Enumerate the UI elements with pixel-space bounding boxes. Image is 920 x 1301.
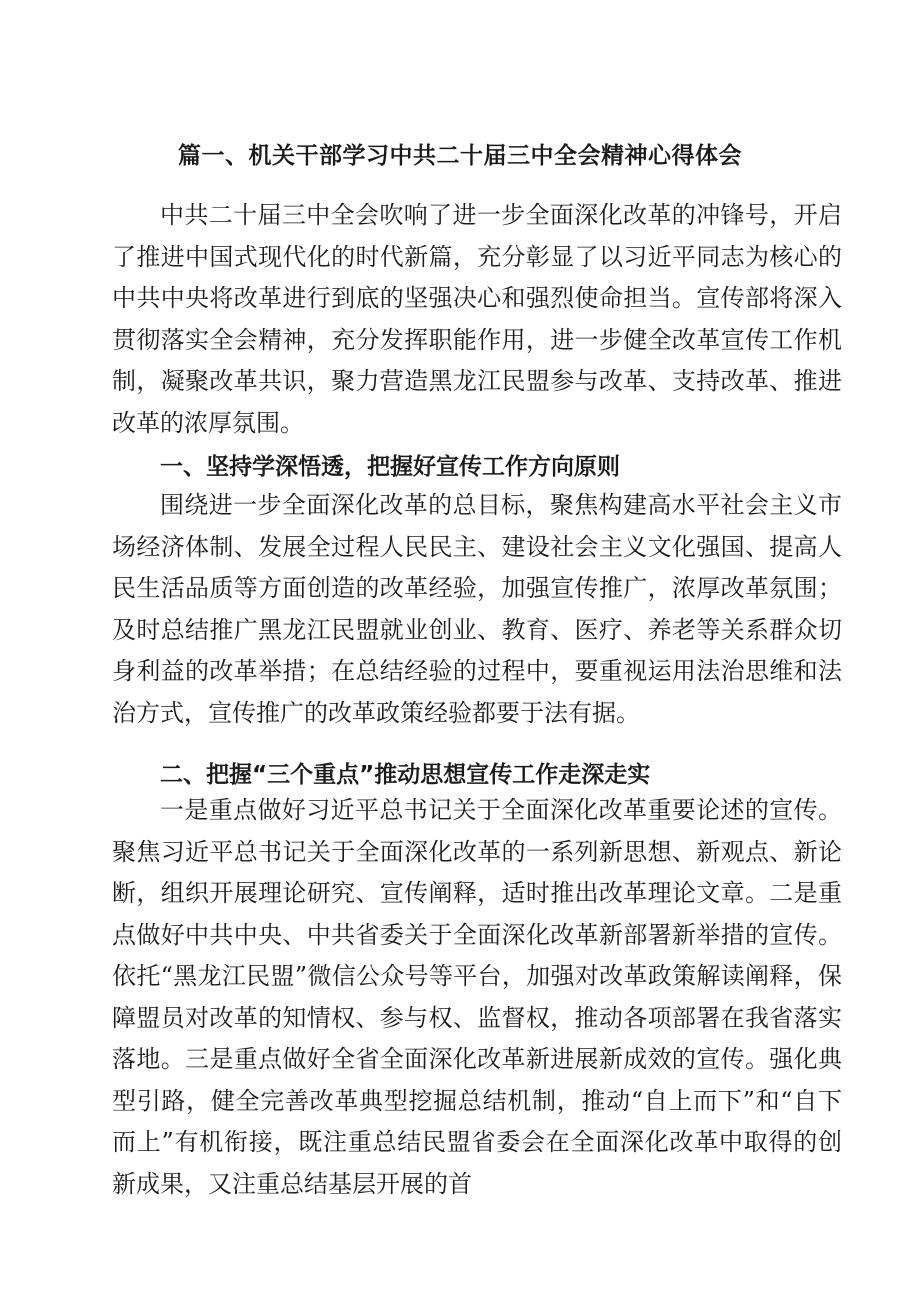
section-heading-2: 二、把握“三个重点”推动思想宣传工作走深走实: [160, 762, 651, 788]
section-heading-1: 一、坚持学深悟透，把握好宣传工作方向原则: [160, 454, 620, 480]
section-paragraph-2: 一是重点做好习近平总书记关于全面深化改革重要论述的宣传。聚焦习近平总书记关于全面深化改革的一系列新思想、新观点、新论断，组织开展理论研究、宣传阐释，适时推出改革理论文章。二是重点做好中共中央、中共省委关于全面深化改革新部署新举措的宣传。依托“黑龙江民盟”微信公众号等平台，加强对改革政策解读阐释，保障盟员对改革的知情权、参与权、监督权，推动各项部署在我省落实落地。三是重点做好全省全面深化改革新进展新成效的宣传。强化典型引路，健全完善改革典型挖掘总结机制，推动“自上而下”和“自下而上”有机衔接，既注重总结民盟省委会在全面深化改革中取得的创新成果，又注重总结基层开展的首: [112, 796, 842, 1198]
section-paragraph-1: 围绕进一步全面深化改革的总目标，聚焦构建高水平社会主义市场经济体制、发展全过程人民民主、建设社会主义文化强国、提高人民生活品质等方面创造的改革经验，加强宣传推广，浓厚改革氛围；及时总结推广黑龙江民盟就业创业、教育、医疗、养老等关系群众切身利益的改革举措；在总结经验的过程中，要重视运用法治思维和法治方式，宣传推广的改革政策经验都要于法有据。: [112, 491, 842, 727]
document-title: 篇一、机关干部学习中共二十届三中全会精神心得体会: [178, 143, 742, 169]
intro-paragraph: 中共二十届三中全会吹响了进一步全面深化改革的冲锋号，开启了推进中国式现代化的时代新篇，充分彰显了以习近平同志为核心的中共中央将改革进行到底的坚强决心和强烈使命担当。宣传部将深入贯彻落实全会精神，充分发挥职能作用，进一步健全改革宣传工作机制，凝聚改革共识，聚力营造黑龙江民盟参与改革、支持改革、推进改革的浓厚氛围。: [112, 201, 842, 437]
